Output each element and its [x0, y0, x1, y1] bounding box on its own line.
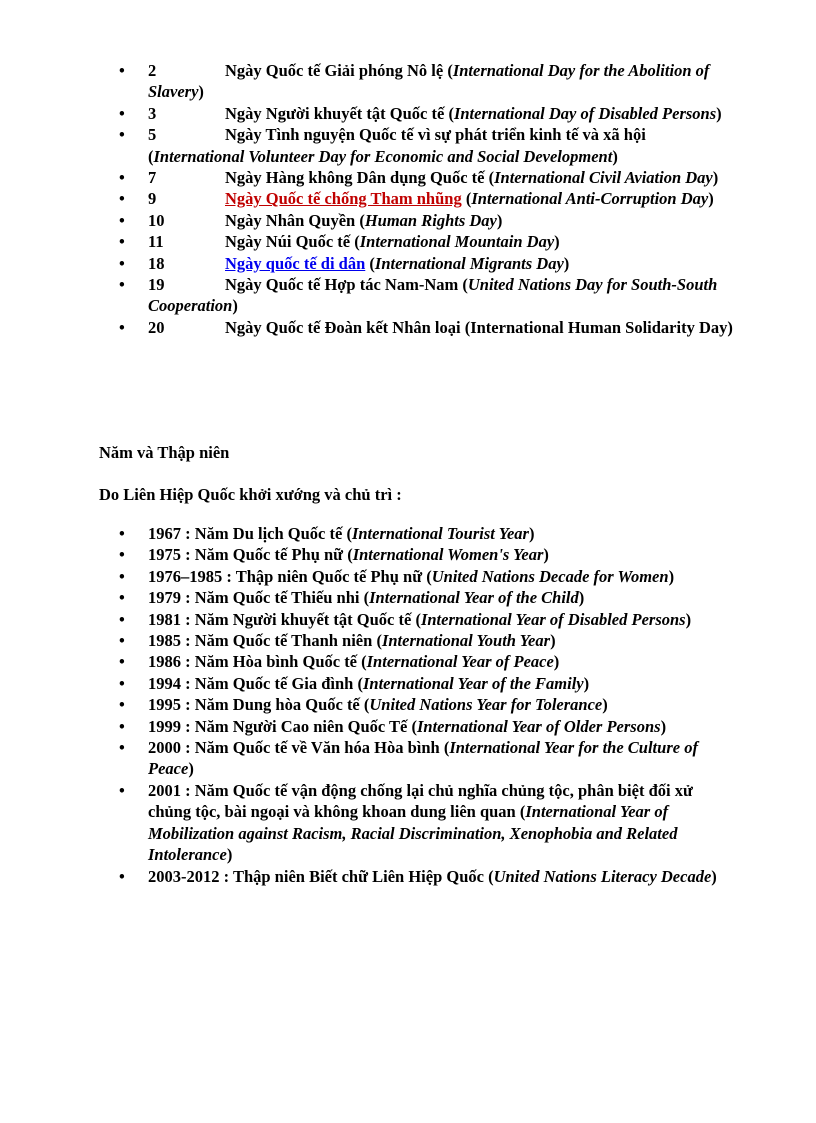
year-english-name: United Nations Decade for Women [431, 566, 669, 586]
year-english-name: International Year for the Culture of Peace [148, 738, 698, 779]
day-item [0, 317, 816, 338]
heading-years-and-decades: Năm và Thập niên [99, 443, 230, 462]
bullet-icon: • [119, 652, 125, 672]
day-item: • 11 Ngày Núi Quốc tế (International Mountain Day) [119, 232, 560, 252]
bullet-icon: • [119, 716, 125, 736]
year-item: • 1975 : Năm Quốc tế Phụ nữ (International Women's Year) [119, 545, 549, 565]
year-english-name: International Year of Mobilization against Racism, Racial Discrimination, Xenophobia and Related Intolerance [148, 802, 678, 865]
international-days-list [0, 60, 816, 338]
year-item: • 1976–1985 : Thập niên Quốc tế Phụ nữ (United Nations Decade for Women) [119, 566, 675, 586]
day-name: Ngày Quốc tế Đoàn kết Nhân loại (International Human Solidarity Day) [225, 317, 733, 337]
day-item: • 9 Ngày Quốc tế chống Tham nhũng (International Anti-Corruption Day) [119, 189, 714, 209]
bullet-icon: • [119, 125, 125, 145]
day-name: Ngày Quốc tế Hợp tác Nam-Nam [225, 275, 459, 295]
year-english-name: International Year of Older Persons [417, 716, 661, 736]
bullet-icon: • [119, 545, 125, 565]
year-name: Năm Hòa bình Quốc tế [194, 652, 358, 672]
day-number: 19 [148, 275, 165, 295]
year-name: Năm Du lịch Quốc tế [194, 524, 343, 543]
year-item: • 1986 : Năm Hòa bình Quốc tế (International Year of Peace) [119, 652, 560, 672]
bullet-icon: • [119, 168, 125, 188]
day-number: 5 [148, 125, 157, 145]
day-item: • 18 Ngày quốc tế di dân (International Migrants Day) [119, 253, 570, 273]
year-name: Năm Người khuyết tật Quốc tế [194, 609, 412, 629]
year-name: Năm Quốc tế về Văn hóa Hòa bình [194, 738, 440, 758]
day-name: Ngày Tình nguyện Quốc tế vì sự phát triển kinh tế và xã hội [225, 125, 646, 145]
year-label: 1975 [148, 545, 181, 565]
bullet-icon: • [119, 103, 125, 123]
bullet-icon: • [119, 189, 125, 209]
day-number: 10 [148, 210, 165, 230]
year-name: Năm Dung hòa Quốc tế [194, 695, 360, 715]
year-name: Năm Người Cao niên Quốc Tế [194, 716, 408, 736]
day-item: • 7 Ngày Hàng không Dân dụng Quốc tế (International Civil Aviation Day) [119, 168, 719, 188]
year-english-name: International Year of Peace [366, 652, 554, 672]
day-name: Ngày Nhân Quyền [225, 210, 356, 230]
bullet-icon: • [119, 275, 125, 295]
bullet-icon: • [119, 631, 125, 651]
year-item: • 1995 : Năm Dung hòa Quốc tế (United Nations Year for Tolerance) [119, 695, 608, 715]
bullet-icon: • [119, 232, 125, 252]
year-name: Năm Quốc tế Thiếu nhi [194, 588, 360, 608]
year-item: • 1981 : Năm Người khuyết tật Quốc tế (International Year of Disabled Persons) [119, 609, 692, 629]
day-english-name: International Day for the Abolition of Slavery [148, 61, 710, 102]
year-item: • 1967 : Năm Du lịch Quốc tế (International Tourist Year) [119, 524, 535, 543]
day-name: Ngày Quốc tế Giải phóng Nô lệ [225, 61, 444, 80]
year-english-name: United Nations Year for Tolerance [369, 695, 603, 715]
year-item: • 1994 : Năm Quốc tế Gia đình (International Year of the Family) [119, 673, 590, 693]
day-item: • 5 Ngày Tình nguyện Quốc tế vì sự phát triển kinh tế và xã hội (International Volunteer Day for Economic and Social Development) [119, 125, 646, 166]
year-name: Năm Quốc tế Gia đình [194, 673, 354, 693]
day-number: 7 [148, 168, 157, 188]
bullet-icon: • [119, 524, 125, 543]
bullet-icon: • [119, 317, 125, 337]
year-name: Năm Quốc tế Thanh niên [194, 631, 373, 651]
day-english-name: International Volunteer Day for Economic and Social Development [153, 146, 613, 166]
day-number: 3 [148, 103, 157, 123]
day-number: 9 [148, 189, 157, 209]
year-name: Thập niên Quốc tế Phụ nữ [235, 566, 423, 586]
day-item: • 2 Ngày Quốc tế Giải phóng Nô lệ (International Day for the Abolition of Slavery) [119, 61, 710, 102]
year-english-name: United Nations Literacy Decade [493, 866, 712, 886]
year-label: 2003-2012 [148, 866, 220, 886]
heading-initiated-by-un: Do Liên Hiệp Quốc khởi xướng và chủ trì : [99, 485, 402, 504]
year-label: 1981 [148, 609, 181, 629]
year-english-name: International Year of the Child [369, 588, 579, 608]
international-years-list [0, 523, 816, 887]
bullet-icon: • [119, 695, 125, 715]
day-name: Ngày Người khuyết tật Quốc tế [225, 103, 445, 123]
year-label: 1985 [148, 631, 181, 651]
year-name: Năm Quốc tế vận động chống lại chủ nghĩa chủng tộc, phân biệt đối xử chủng tộc, bài ngoại và không khoan dung liên quan [148, 780, 693, 822]
bullet-icon: • [119, 253, 125, 273]
day-english-name: International Migrants Day [374, 253, 564, 273]
day-name: Ngày Núi Quốc tế [225, 232, 351, 252]
year-label: 1979 [148, 588, 181, 608]
year-item: • 2001 : Năm Quốc tế vận động chống lại chủ nghĩa chủng tộc, phân biệt đối xử chủng tộc, bài ngoại và không khoan dung liên quan (International Year of Mobilization against Racism, Racial Discrimination, Xenophobia and Related Intolerance) [119, 780, 693, 865]
year-english-name: International Year of the Family [362, 673, 584, 693]
year-label: 1967 [148, 524, 181, 543]
year-name: Năm Quốc tế Phụ nữ [194, 545, 344, 565]
day-english-name: International Mountain Day [359, 232, 555, 252]
bullet-icon: • [119, 61, 125, 80]
year-label: 1995 [148, 695, 181, 715]
bullet-icon: • [119, 738, 125, 758]
day-number: 18 [148, 253, 165, 273]
year-item: • 1985 : Năm Quốc tế Thanh niên (International Youth Year) [119, 631, 556, 651]
bullet-icon: • [119, 566, 125, 586]
year-english-name: International Tourist Year [351, 524, 529, 543]
bullet-icon: • [119, 210, 125, 230]
day-number: 2 [148, 61, 157, 80]
year-label: 2001 [148, 780, 181, 800]
year-label: 1986 [148, 652, 181, 672]
day-english-name: United Nations Day for South-South Cooperation [148, 275, 718, 316]
year-english-name: International Women's Year [352, 545, 544, 565]
year-item: • 2003-2012 : Thập niên Biết chữ Liên Hiệp Quốc (United Nations Literacy Decade) [119, 866, 717, 886]
day-english-name: Human Rights Day [364, 210, 497, 230]
year-english-name: International Year of Disabled Persons [420, 609, 686, 629]
day-number: 20 [148, 317, 165, 337]
year-item: • 2000 : Năm Quốc tế về Văn hóa Hòa bình (International Year for the Culture of Peace) [119, 738, 698, 779]
year-name: Thập niên Biết chữ Liên Hiệp Quốc [232, 866, 484, 886]
year-label: 2000 [148, 738, 181, 758]
day-english-name: International Anti-Corruption Day [471, 189, 709, 209]
day-english-name: International Civil Aviation Day [494, 168, 713, 188]
year-item: • 1999 : Năm Người Cao niên Quốc Tế (International Year of Older Persons) [119, 716, 667, 736]
day-item: • 10 Ngày Nhân Quyền (Human Rights Day) [119, 210, 503, 230]
bullet-icon: • [119, 780, 125, 800]
day-name-link[interactable]: Ngày Quốc tế chống Tham nhũng [225, 189, 462, 209]
year-english-name: International Youth Year [381, 631, 551, 651]
day-name: Ngày Hàng không Dân dụng Quốc tế [225, 168, 485, 188]
bullet-icon: • [119, 609, 125, 629]
day-name-link[interactable]: Ngày quốc tế di dân [225, 253, 366, 273]
bullet-icon: • [119, 588, 125, 608]
day-english-name: International Day of Disabled Persons [453, 103, 717, 123]
bullet-icon: • [119, 673, 125, 693]
year-item: • 1979 : Năm Quốc tế Thiếu nhi (International Year of the Child) [119, 588, 585, 608]
year-label: 1994 [148, 673, 181, 693]
year-label: 1999 [148, 716, 181, 736]
day-number: 11 [148, 232, 164, 252]
year-label: 1976–1985 [148, 566, 223, 586]
day-item: • 19 Ngày Quốc tế Hợp tác Nam-Nam (United Nations Day for South-South Cooperation) [119, 275, 718, 316]
bullet-icon: • [119, 866, 125, 886]
day-item: • 3 Ngày Người khuyết tật Quốc tế (International Day of Disabled Persons) [119, 103, 722, 123]
